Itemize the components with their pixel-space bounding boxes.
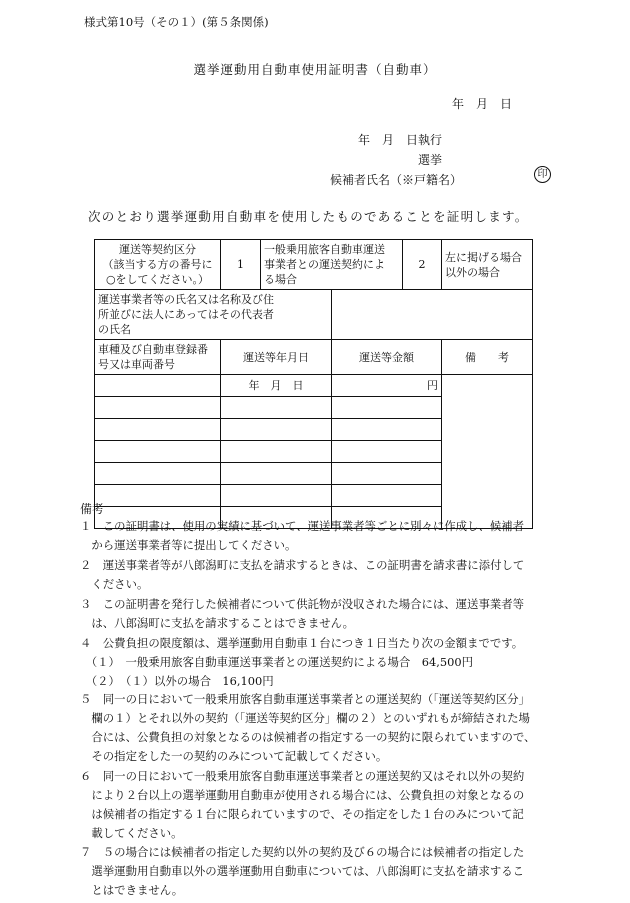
amount-cell[interactable] <box>332 397 442 419</box>
amount-cell[interactable] <box>332 485 442 507</box>
document-title: 選挙運動用自動車使用証明書（自動車） <box>193 62 437 77</box>
vehicle-cell[interactable] <box>95 441 221 463</box>
date-cell[interactable]: 年 月 日 <box>221 375 332 397</box>
table-row <box>95 375 533 397</box>
note-item-6: ６ 同一の日において一般乗用旅客自動車運送事業者との運送契約又はそれ以外の契約 により２台以上の選挙運動用自動車が使用される場合には、公費負担の対象となるの は候補者の指定する１台に限られていますので、その指定をした１台のみについて記 載してください。 <box>80 769 525 840</box>
remarks-column-header: 備 考 <box>442 340 533 375</box>
certification-statement: 次のとおり選挙運動用自動車を使用したものであることを証明します。 <box>88 209 529 224</box>
issue-date-line: 年 月 日 <box>452 97 513 111</box>
date-cell[interactable] <box>221 463 332 485</box>
vehicle-cell[interactable] <box>95 375 221 397</box>
transport-amount-column-header: 運送等金額 <box>332 340 442 375</box>
note-item-1: １ この証明書は、使用の実績に基づいて、運送事業者等ごとに別々に作成し、候補者 から運送事業者等に提出してください。 <box>80 519 525 552</box>
operator-name-label: 運送事業者等の氏名又は名称及び住 所並びに法人にあってはその代表者 の氏名 <box>95 290 332 340</box>
note-item-3: ３ この証明書を発行した候補者について供託物が没収された場合には、運送事業者等 は、八郎潟町に支払を請求することはできません。 <box>80 597 525 630</box>
amount-cell[interactable] <box>332 463 442 485</box>
amount-cell[interactable] <box>332 419 442 441</box>
vehicle-column-header: 車種及び自動車登録番 号又は車両番号 <box>95 340 221 375</box>
date-cell[interactable] <box>221 419 332 441</box>
form-number: 様式第10号（その１）(第５条関係) <box>84 15 269 29</box>
date-cell[interactable] <box>221 485 332 507</box>
candidate-name-label: 候補者氏名（※戸籍名） <box>330 173 463 187</box>
contract-option-2-text: 左に掲げる場合 以外の場合 <box>442 240 533 290</box>
operator-name-field[interactable] <box>332 290 533 340</box>
note-item-2: ２ 運送事業者等が八郎潟町に支払を請求するときは、この証明書を請求書に添付して ください。 <box>80 558 525 591</box>
note-item-7: ７ ５の場合には候補者の指定した契約以外の契約及び６の場合には候補者の指定した 選挙運動用自動車以外の選挙運動用自動車については、八郎潟町に支払を請求するこ とはできません。 <box>80 845 525 897</box>
contract-option-1-number[interactable]: 1 <box>221 240 261 290</box>
remarks-cell[interactable] <box>442 375 533 529</box>
election-label: 選挙 <box>418 153 443 167</box>
contract-type-label: 運送等契約区分 （該当する方の番号に ○をしてください。） <box>95 240 221 290</box>
amount-cell[interactable]: 円 <box>332 375 442 397</box>
date-cell[interactable] <box>221 441 332 463</box>
vehicle-cell[interactable] <box>95 397 221 419</box>
certificate-table <box>94 239 533 529</box>
contract-option-1-text: 一般乗用旅客自動車運送 事業者との運送契約によ る場合 <box>261 240 403 290</box>
vehicle-cell[interactable] <box>95 419 221 441</box>
seal-mark: 印 <box>534 166 551 183</box>
election-date-label: 年 月 日執行 <box>358 133 443 147</box>
vehicle-cell[interactable] <box>95 463 221 485</box>
note-item-5: ５ 同一の日において一般乗用旅客自動車運送事業者との運送契約（「運送等契約区分」 欄の１）とそれ以外の契約（「運送等契約区分」欄の２）とのいずれもが締結された場 合には、公費負担の対象となるのは候補者の指定する一の契約に限られていますので、 その指定をした一の契約のみについて記載してください。 <box>80 692 536 763</box>
note-item-4: ４ 公費負担の限度額は、選挙運動用自動車１台につき１日当たり次の金額までです。 （１） 一般乗用旅客自動車運送事業者との運送契約による場合 64,500円 （２） （１）以外の場合 16,100円 <box>80 636 524 688</box>
date-cell[interactable] <box>221 397 332 419</box>
notes-heading: 備考 <box>80 502 105 516</box>
transport-date-column-header: 運送等年月日 <box>221 340 332 375</box>
contract-option-2-number[interactable]: 2 <box>403 240 442 290</box>
amount-cell[interactable] <box>332 441 442 463</box>
vehicle-cell[interactable] <box>95 485 221 507</box>
